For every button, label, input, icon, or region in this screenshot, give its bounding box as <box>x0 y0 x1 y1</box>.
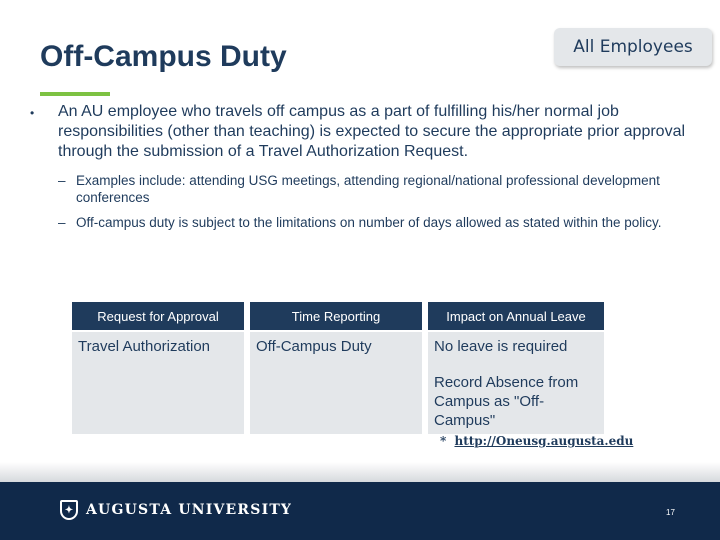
sub-bullet-examples <box>58 172 688 206</box>
header-time-reporting: Time Reporting <box>250 302 422 332</box>
dash-icon: – <box>58 173 66 188</box>
cell-text: Travel Authorization <box>78 338 211 355</box>
header-impact-on-annual-leave: Impact on Annual Leave <box>428 302 604 332</box>
footnote <box>440 434 633 448</box>
cell-request <box>72 332 244 434</box>
title-accent-bar <box>40 92 110 96</box>
table-row <box>72 332 604 434</box>
slide-title: Off-Campus Duty <box>40 40 287 73</box>
dash-icon: – <box>58 215 66 230</box>
cell-text: No leave is required <box>434 338 568 355</box>
cell-impact <box>428 332 604 434</box>
main-bullet-text: An AU employee who travels off campus as a part of fulfilling his/her normal job responsibilities (other than teaching) is expected to secure the appropriate prior approval through the submission of a Travel Authorization Request. <box>58 103 686 160</box>
sub-bullet-text: Off-campus duty is subject to the limitations on number of days allowed as stated within the policy. <box>76 215 662 230</box>
footer-gradient <box>0 462 720 482</box>
table-header-row <box>72 302 604 332</box>
logo-text: AUGUSTA UNIVERSITY <box>86 502 293 518</box>
cell-text: Record Absence from Campus as "Off-Campus" <box>434 374 579 429</box>
page-number: 17 <box>666 508 675 517</box>
shield-icon: ✦ <box>60 500 78 520</box>
main-bullet <box>30 102 690 162</box>
cell-text: Off-Campus Duty <box>256 338 372 355</box>
oneusg-link[interactable]: http://Oneusg.augusta.edu <box>454 434 634 448</box>
cell-time-reporting <box>250 332 422 434</box>
leave-table <box>72 302 604 434</box>
sub-bullet-limitations <box>58 214 688 231</box>
header-request-for-approval: Request for Approval <box>72 302 244 332</box>
footnote-asterisk: * <box>440 434 447 448</box>
bullet-dot-icon: • <box>30 106 35 120</box>
audience-badge: All Employees <box>554 28 712 66</box>
sub-bullet-text: Examples include: attending USG meetings, attending regional/national professional development conferences <box>76 173 660 205</box>
university-logo <box>60 500 292 520</box>
